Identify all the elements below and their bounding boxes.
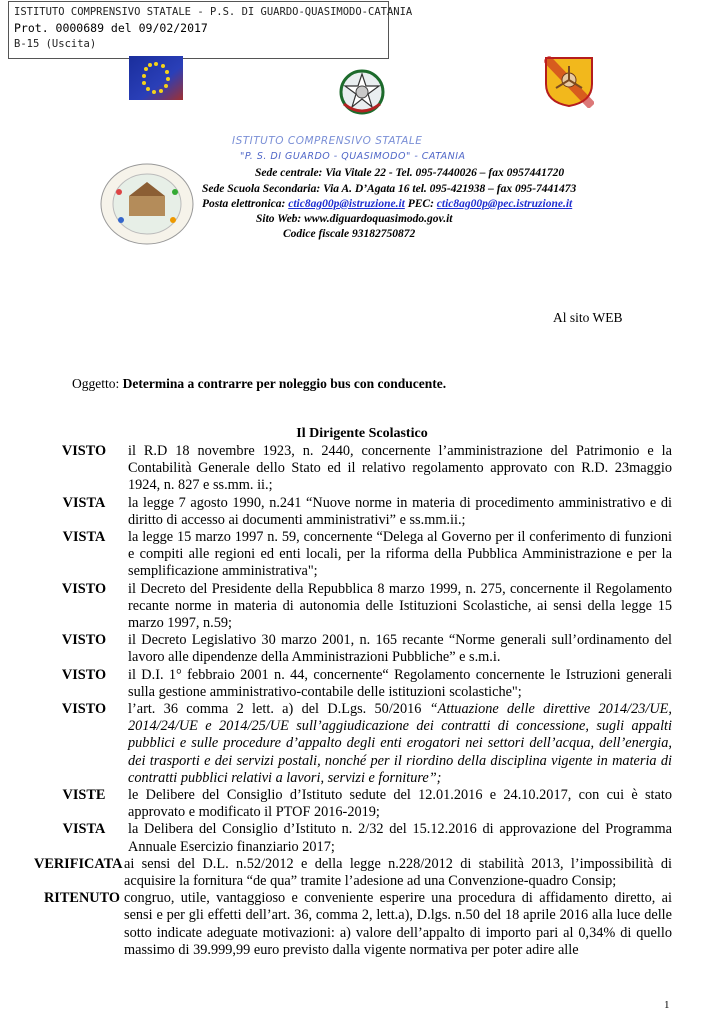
clause-text: la Delibera del Consiglio d’Istituto n. 2/32 del 15.12.2016 di approvazione del Programma Annuale Esercizio finanziario 2017; (128, 821, 672, 855)
clause-key: VISTO (61, 666, 107, 683)
clause (40, 701, 672, 787)
protocol-stamp (8, 1, 413, 59)
email-line (202, 198, 572, 210)
clause-key: VISTA (62, 821, 106, 838)
clause-text (128, 701, 672, 787)
recipient: Al sito WEB (553, 310, 623, 325)
clause-text: le Delibere del Consiglio d’Istituto sedute del 12.01.2016 e 24.10.2017, con cui è stato approvato e modificato il PTOF 2016-2019; (128, 787, 672, 821)
school-badge-logo (99, 162, 195, 246)
clause-text: ai sensi del D.L. n.52/2012 e della legge n.228/2012 di stabilità 2013, l’impossibilità di acquisire la fornitura “de qua” tramite l’adesione ad una Convenzione-quadro Consip; (124, 855, 672, 890)
sede-secondaria: Sede Scuola Secondaria: Via A. D’Agata 16 tel. 095-421938 – fax 095-7441473 (202, 183, 577, 195)
page-number: 1 (664, 999, 670, 1011)
clause (40, 581, 672, 633)
stamp-line-3: B-15 (Uscita) (14, 38, 97, 50)
stamp-line-2: Prot. 0000689 del 09/02/2017 (14, 21, 208, 35)
school-name: ISTITUTO COMPRENSIVO STATALE (232, 135, 423, 147)
sicily-region-emblem (544, 56, 594, 108)
clause-key: VISTA (62, 529, 106, 546)
clause (40, 821, 672, 855)
stamp-line-1: ISTITUTO COMPRENSIVO STATALE - P.S. DI GUARDO-QUASIMODO-CATANIA (14, 6, 413, 18)
clause-text: la legge 15 marzo 1997 n. 59, concernente “Delega al Governo per il conferimento di funzioni e compiti alle regioni ed enti locali, per la riforma della Pubblica Amministrazione e per la semplificazione amministrativa"; (128, 529, 672, 580)
clause (40, 890, 672, 959)
document-title: Il Dirigente Scolastico (296, 426, 428, 441)
italian-republic-emblem (338, 68, 386, 120)
clause (40, 787, 672, 821)
clause-text: la legge 7 agosto 1990, n.241 “Nuove norme in materia di procedimento amministrativo e di diritto di accesso ai documenti amministrativi” e ss.mm.ii.; (128, 494, 672, 528)
clause-text-plain: l’art. 36 comma 2 lett. a) del D.Lgs. 50/2016 (128, 701, 430, 718)
pec-label: PEC: (404, 198, 437, 210)
sede-centrale: Sede centrale: Via Vitale 22 - Tel. 095-7440026 – fax 0957441720 (255, 167, 565, 179)
clause (34, 855, 672, 890)
eu-flag-logo (129, 56, 183, 100)
clause-key: VISTO (61, 443, 107, 459)
clause-key: VISTO (61, 580, 107, 597)
clause (40, 529, 672, 581)
clause-key: VISTA (62, 494, 106, 511)
clause-text: congruo, utile, vantaggioso e conveniente esperire una procedura di affidamento diretto, ai sensi e per gli effetti dell’art. 36, comma 2, lett.a), D.lgs. n.50 del 18 aprile 2016 alla luce delle sotto indicate adeguate motivazioni: a) valore dell’appalto di importo pari al 0,34% di quello massimo di 39.999,99 euro previsto dalla vigente normativa per poter adire alle (124, 890, 672, 958)
clause-text: il D.I. 1° febbraio 2001 n. 44, concernente“ Regolamento concernente le Istruzioni generali sulla gestione amministrativo-contabile delle istituzioni scolastiche"; (128, 666, 672, 700)
subject-text: Determina a contrarre per noleggio bus con conducente. (122, 376, 447, 391)
clauses-list (34, 443, 672, 959)
clause-text-italic: “Attuazione delle direttive 2014/23/UE, 2014/24/UE e 2014/25/UE sull’aggiudicazione dei contratti di concessione, sugli appalti pubblici e sulle procedure d’appalto degli enti erogatori nei settori dell’acqua, dell’energia, dei trasporti e dei servizi postali, nonché per il riordino della disciplina vigente in materia di contratti pubblici relativi a lavori, servizi e forniture”; (128, 701, 672, 786)
clause-key: VISTO (61, 632, 107, 649)
subject-line (72, 376, 446, 392)
clause-key: VERIFICATA (34, 855, 123, 872)
subject-label: Oggetto: (72, 376, 123, 391)
clause (40, 443, 672, 495)
clause-text: il Decreto Legislativo 30 marzo 2001, n. 165 recante “Norme generali sull’ordinamento del lavoro alle dipendenze della Amministrazioni Pubbliche” e s.m.i. (128, 632, 672, 666)
clause (40, 632, 672, 666)
fiscal-code: Codice fiscale 93182750872 (283, 228, 416, 240)
clause-key: VISTO (61, 701, 107, 718)
email-label: Posta elettronica: (202, 198, 289, 210)
website-line: Sito Web: www.diguardoquasimodo.gov.it (256, 213, 453, 225)
clause-key: VISTE (62, 787, 106, 804)
clause-text: il R.D 18 novembre 1923, n. 2440, concernente l’amministrazione del Patrimonio e la Contabilità Generale dello Stato ed il relativo regolamento approvato con R.D. 23maggio 1924, n. 827 e ss.mm. ii.; (128, 443, 672, 494)
school-subtitle: "P. S. DI GUARDO - QUASIMODO" - CATANIA (240, 151, 466, 162)
clause (40, 495, 672, 529)
clause-text: il Decreto del Presidente della Repubblica 8 marzo 1999, n. 275, concernente il Regolamento recante norme in materia di autonomia delle Istituzioni Scolastiche, ai sensi della legge 15 marzo 1997, n.59; (128, 580, 672, 632)
clause-key: RITENUTO (43, 890, 120, 907)
pec-link[interactable]: ctic8ag00p@pec.istruzione.it (436, 198, 573, 210)
email-link[interactable]: ctic8ag00p@istruzione.it (288, 198, 405, 210)
clause (40, 667, 672, 701)
